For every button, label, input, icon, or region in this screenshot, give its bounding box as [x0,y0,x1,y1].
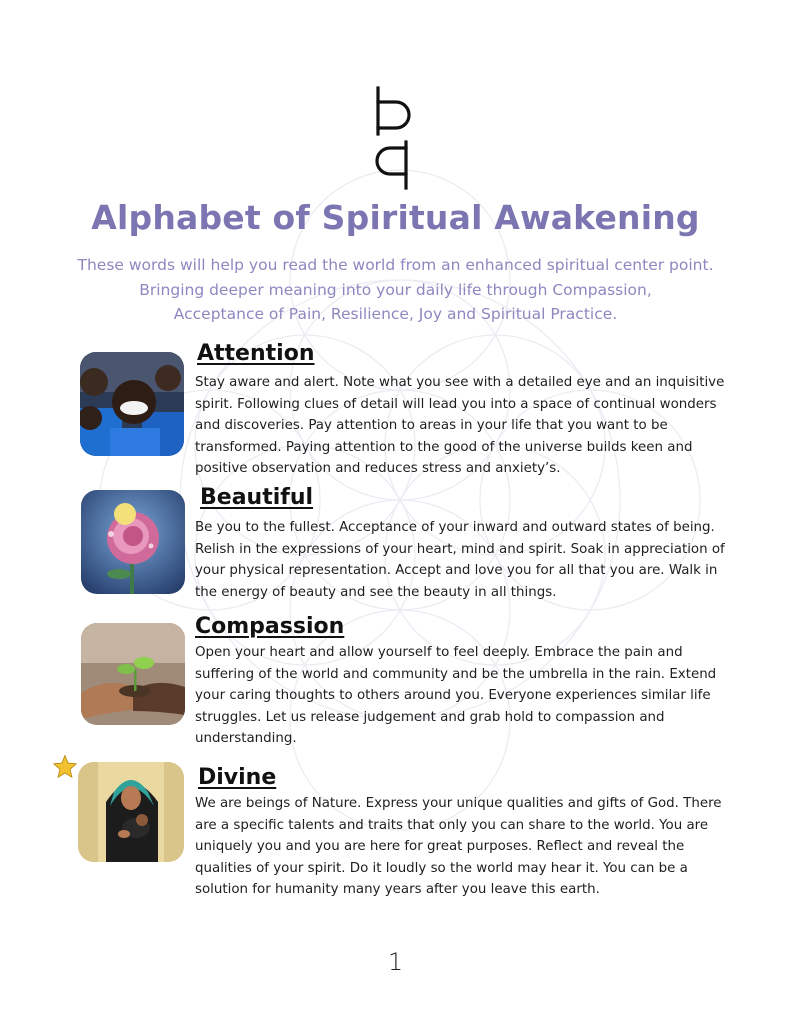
page-subtitle [40,253,751,327]
entry-word: Compassion [195,614,345,639]
entry-word: Divine [198,765,277,790]
hands-holding-seedling-photo [81,623,185,725]
subtitle-line: Bringing deeper meaning into your daily life through Compassion, [139,280,652,299]
mother-and-child-painting [78,762,184,862]
entry-text: Be you to the fullest. Acceptance of your inward and outward states of being. Relish in the expressions of your heart, mind and spirit. Soak in appreciation of your physical representation. Accept and love you for all that you are. Walk in the energy of beauty and see the beauty in all things. [195,520,725,600]
entry-word: Attention [197,341,315,366]
entry-text: Stay aware and alert. Note what you see with a detailed eye and an inquisitive spirit. Following clues of detail will lead you into a space of continual wonders and discoveries. Pay attention to areas in your life that you want to be transformed. Paying attention to the good of the universe builds keen and positive observation and reduces stress and anxiety’s. [195,375,725,476]
rose-flower-photo [81,490,185,594]
entry-word: Beautiful [200,485,314,510]
subtitle-line: These words will help you read the world from an enhanced spiritual center point. [77,256,714,274]
entry-text: We are beings of Nature. Express your unique qualities and gifts of God. There are a specific talents and traits that only you can share to the world. You are uniquely you and you are here for great purposes. Reflect and reveal the qualities of your spirit. Do it loudly so the world may hear it. You can be a solution for humanity many years after you leave this earth. [195,796,722,897]
star-icon [52,754,78,780]
children-smiling-photo [80,352,184,456]
subtitle-line: Acceptance of Pain, Resilience, Joy and Spiritual Practice. [173,305,618,323]
page-title: Alphabet of Spiritual Awakening [91,198,700,237]
logo-icon [366,86,422,190]
page-number: 1 [387,948,404,976]
entry-text: Open your heart and allow yourself to feel deeply. Embrace the pain and suffering of the world and community and be the umbrella in the rain. Extend your caring thoughts to others around you. Everyone experiences similar life struggles. Let us release judgement and grab hold to compassion and understanding. [195,645,717,746]
